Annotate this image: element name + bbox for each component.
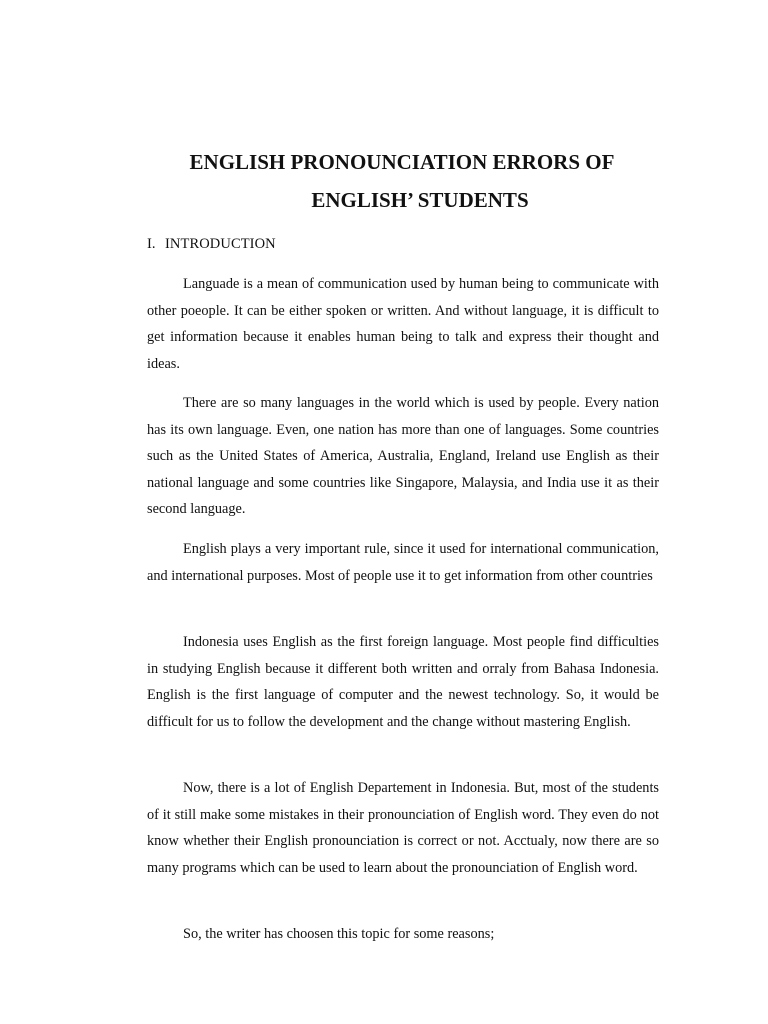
section-heading xyxy=(147,234,276,254)
paragraph: There are so many languages in the world which is used by people. Every nation has its own language. Even, one nation has more than one of languages. Some countries such as the United States of America, Australia, England, Ireland use English as their national language and some countries like Singapore, Malaysia, and India use it as their second language. xyxy=(147,395,659,518)
document-title xyxy=(110,143,694,219)
paragraph: Indonesia uses English as the first foreign language. Most people find difficulties in studying English because it different both written and orraly from Bahasa Indonesia. English is the first language of computer and the newest technology. So, it would be difficult for us to follow the development and the change without mastering English. xyxy=(147,634,659,730)
section-title: INTRODUCTION xyxy=(165,236,276,252)
paragraph: So, the writer has choosen this topic for some reasons; xyxy=(183,926,495,942)
section-number: I. xyxy=(147,236,156,252)
paragraph: Languade is a mean of communication used by human being to communicate with other poeople. It can be either spoken or written. And without language, it is difficult to get information because it enables human being to talk and express their thought and ideas. xyxy=(147,276,659,372)
paragraph: English plays a very important rule, since it used for international communication, and international purposes. Most of people use it to get information from other countries xyxy=(147,541,659,584)
paragraph: Now, there is a lot of English Departement in Indonesia. But, most of the students of it still make some mistakes in their pronounciation of English word. They even do not know whether their English pronounciation is correct or not. Acctualy, now there are so many programs which can be used to learn about the pronounciation of English word. xyxy=(147,780,659,876)
title-line-2: ENGLISH’ STUDENTS xyxy=(311,188,529,212)
title-line-1: ENGLISH PRONOUNCIATION ERRORS OF xyxy=(189,150,615,174)
